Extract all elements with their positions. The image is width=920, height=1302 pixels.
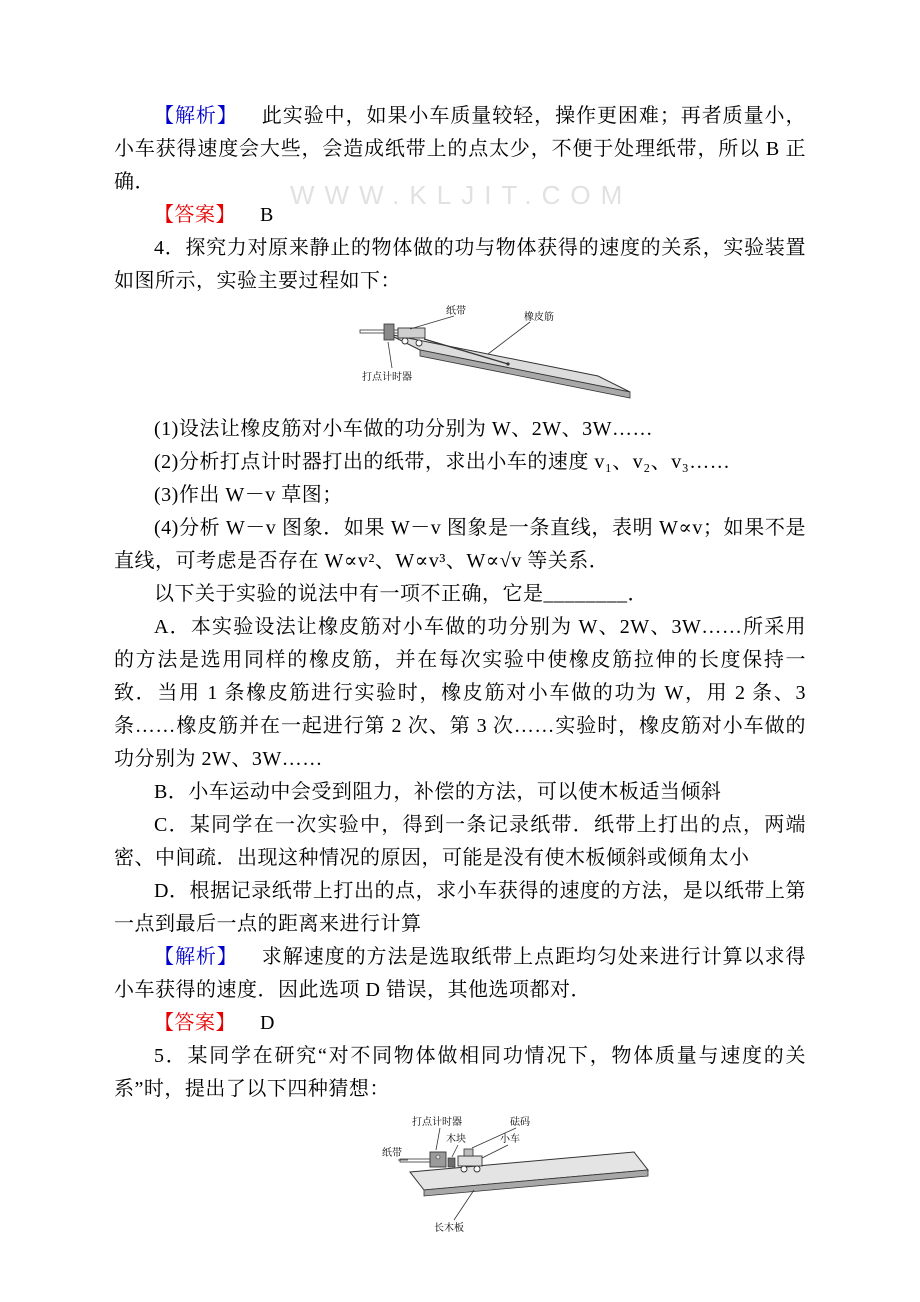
dot-timer-label: 打点计时器 — [412, 1117, 462, 1128]
flat-board-experiment-diagram — [382, 1114, 654, 1236]
cart — [458, 1156, 482, 1166]
step-1: (1)设法让橡皮筋对小车做的功分别为 W、2W、3W…… — [154, 418, 653, 440]
document-content — [114, 100, 806, 1241]
label-line-dot-timer — [388, 342, 392, 368]
step-3: (3)作出 W－v 草图； — [154, 484, 343, 506]
long-board-label: 长木板 — [434, 1223, 464, 1234]
rubber-band-label: 橡皮筋 — [524, 312, 554, 323]
paper-tape-label: 纸带 — [382, 1148, 402, 1159]
dot-timer — [430, 1152, 446, 1167]
analysis-tag: 【解析】 — [154, 946, 238, 968]
dot-timer-label: 打点计时器 — [362, 372, 412, 383]
weight — [464, 1149, 473, 1156]
figure-flat-board-experiment — [382, 1114, 806, 1241]
cart-label: 小车 — [500, 1134, 520, 1145]
rubber-band-peg — [506, 362, 509, 365]
figure-incline-experiment — [358, 302, 806, 411]
analysis-paragraph-q3 — [114, 100, 806, 199]
label-line-rubber-band — [488, 322, 530, 354]
cart-wheel — [402, 338, 408, 344]
wood-block — [448, 1158, 455, 1167]
option-c: C．某同学在一次实验中，得到一条记录纸带．纸带上打出的点，两端密、中间疏．出现这种情况的原因，可能是没有使木板倾斜或倾角太小 — [114, 814, 806, 869]
answer-line-q4 — [114, 1007, 806, 1040]
paper-tape-label: 纸带 — [446, 306, 466, 317]
option-a: A．本实验设法让橡皮筋对小车做的功分别为 W、2W、3W……所采用的方法是选用同样的橡皮筋，并在每次实验中使橡皮筋拉伸的长度保持一致．当用 1 条橡皮筋进行实验时，橡皮筋对小车做的功为 W，用 2 条、3 条……橡皮筋并在一起进行第 2 次、第 3 次……实验时，橡皮筋对小车做的功分别为 2W、3W…… — [114, 616, 806, 770]
incline-board-edge — [420, 350, 630, 398]
label-line-paper-tape — [410, 316, 454, 329]
label-line-long-board — [454, 1190, 474, 1220]
incline-experiment-diagram — [358, 302, 650, 406]
analysis-tag: 【解析】 — [154, 105, 238, 127]
wood-block-label: 木块 — [446, 1134, 466, 1145]
question-5-intro: 5．某同学在研究“对不同物体做相同功情况下，物体质量与速度的关系”时，提出了以下四种猜想： — [114, 1045, 806, 1100]
analysis-text: 此实验中，如果小车质量较轻，操作更困难；再者质量小，小车获得速度会大些，会造成纸带上的点太少，不便于处理纸带，所以 B 正确． — [114, 105, 807, 193]
watermark: WWW.KLJIT.COM — [290, 180, 633, 210]
step-2: (2)分析打点计时器打出的纸带，求出小车的速度 v₁、v₂、v₃…… — [154, 451, 731, 473]
paper-tape — [400, 1159, 430, 1162]
dot-timer — [384, 324, 394, 340]
answer-letter: D — [260, 1012, 275, 1034]
analysis-paragraph-q4 — [114, 941, 806, 1007]
option-d: D．根据记录纸带上打出的点，求小车获得的速度的方法，是以纸带上第一点到最后一点的距离来进行计算 — [114, 880, 806, 935]
option-b: B．小车运动中会受到阻力，补偿的方法，可以使木板适当倾斜 — [154, 781, 722, 803]
cart-wheel — [474, 1166, 480, 1172]
question-4-stem: 以下关于实验的说法中有一项不正确，它是________． — [154, 583, 648, 605]
label-line-dot-timer — [436, 1128, 440, 1150]
answer-tag: 【答案】 — [154, 1012, 236, 1034]
label-line-cart — [482, 1145, 508, 1158]
cart — [398, 328, 425, 338]
step-4: (4)分析 W－v 图象．如果 W－v 图象是一条直线，表明 W∝v；如果不是直线，可考虑是否存在 W∝v²、W∝v³、W∝√v 等关系． — [114, 517, 806, 572]
analysis-text: 求解速度的方法是选取纸带上点距均匀处来进行计算以求得小车获得的速度．因此选项 D 错误，其他选项都对． — [114, 946, 807, 1001]
answer-letter: B — [260, 204, 274, 226]
cart-wheel — [461, 1166, 467, 1172]
question-4-intro: 4．探究力对原来静止的物体做的功与物体获得的速度的关系，实验装置如图所示，实验主要过程如下： — [114, 237, 806, 292]
cart-wheel — [416, 340, 422, 346]
answer-line-q3 — [114, 199, 806, 232]
weight-label: 砝码 — [510, 1117, 530, 1128]
label-line-wood-block — [452, 1145, 458, 1157]
timer-reel — [436, 1155, 440, 1159]
answer-tag: 【答案】 — [154, 204, 236, 226]
